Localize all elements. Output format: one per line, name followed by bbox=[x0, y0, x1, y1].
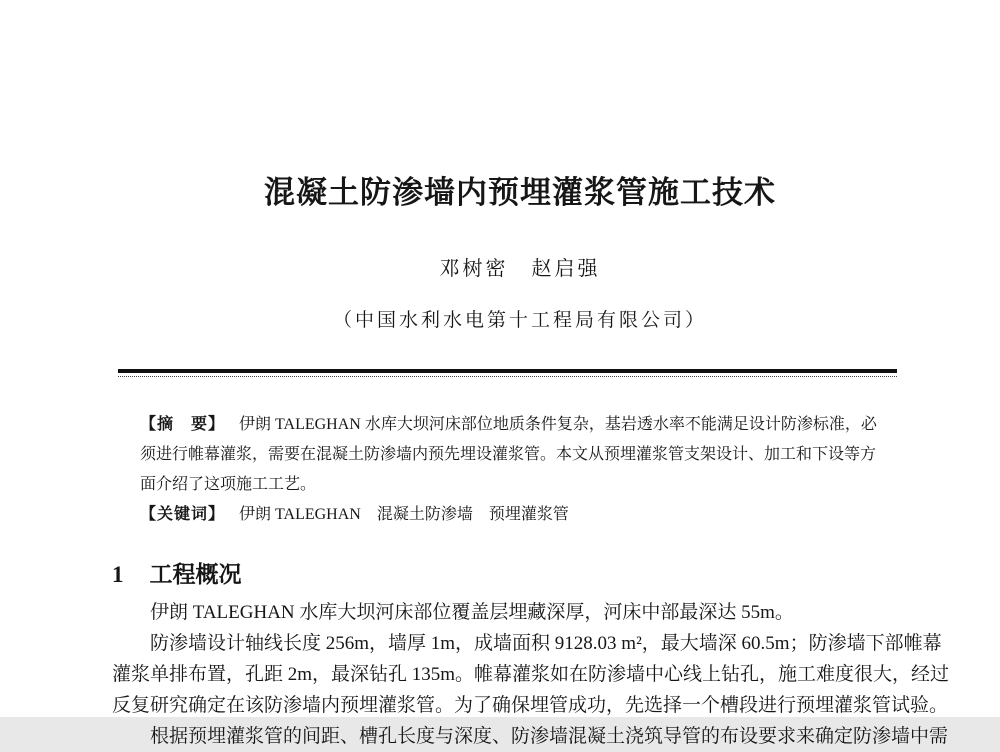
section-number: 1 bbox=[112, 561, 124, 587]
section-heading-1 bbox=[112, 562, 928, 588]
body-line: 伊朗 TALEGHAN 水库大坝河床部位覆盖层埋藏深厚，河床中部最深达 55m。 bbox=[150, 601, 794, 623]
abstract-label: 【摘 要】 bbox=[140, 415, 226, 433]
keywords-label: 【关键词】 bbox=[140, 505, 226, 523]
keywords-text: 伊朗 TALEGHAN 混凝土防渗墙 预埋灌浆管 bbox=[239, 505, 569, 523]
section-title: 工程概况 bbox=[149, 561, 242, 587]
abstract-line: 须进行帷幕灌浆，需要在混凝土防渗墙内预先埋设灌浆管。本文从预埋灌浆管支架设计、加工和下设等方 bbox=[140, 445, 877, 463]
keywords-line bbox=[140, 500, 878, 530]
abstract-text: 伊朗 TALEGHAN 水库大坝河床部位地质条件复杂，基岩透水率不能满足设计防渗标准，必 bbox=[239, 415, 877, 433]
abstract-block bbox=[140, 410, 878, 530]
body-line: 灌浆单排布置，孔距 2m，最深钻孔 135m。帷幕灌浆如在防渗墙中心线上钻孔，施工难度很大，经过 bbox=[112, 663, 950, 685]
paper-title: 混凝土防渗墙内预埋灌浆管施工技术 bbox=[264, 174, 776, 210]
body-line: 反复研究确定在该防渗墙内预埋灌浆管。为了确保埋管成功，先选择一个槽段进行预埋灌浆管试验。 bbox=[112, 694, 949, 716]
divider-dotted-rule bbox=[118, 376, 897, 377]
authors: 邓树密 赵启强 bbox=[439, 257, 601, 280]
section-divider bbox=[118, 369, 897, 377]
section-body bbox=[112, 597, 950, 752]
affiliation: （中国水利水电第十工程局有限公司） bbox=[332, 309, 707, 331]
body-line: 根据预埋灌浆管的间距、槽孔长度与深度、防渗墙混凝土浇筑导管的布设要求来确定防渗墙中需 bbox=[150, 725, 949, 747]
divider-thick-rule bbox=[118, 369, 897, 373]
abstract-line: 面介绍了这项施工工艺。 bbox=[140, 475, 317, 493]
abstract-line bbox=[140, 410, 878, 440]
body-line: 防渗墙设计轴线长度 256m，墙厚 1m，成墙面积 9128.03 m²，最大墙深 60.5m；防渗墙下部帷幕 bbox=[150, 632, 942, 654]
